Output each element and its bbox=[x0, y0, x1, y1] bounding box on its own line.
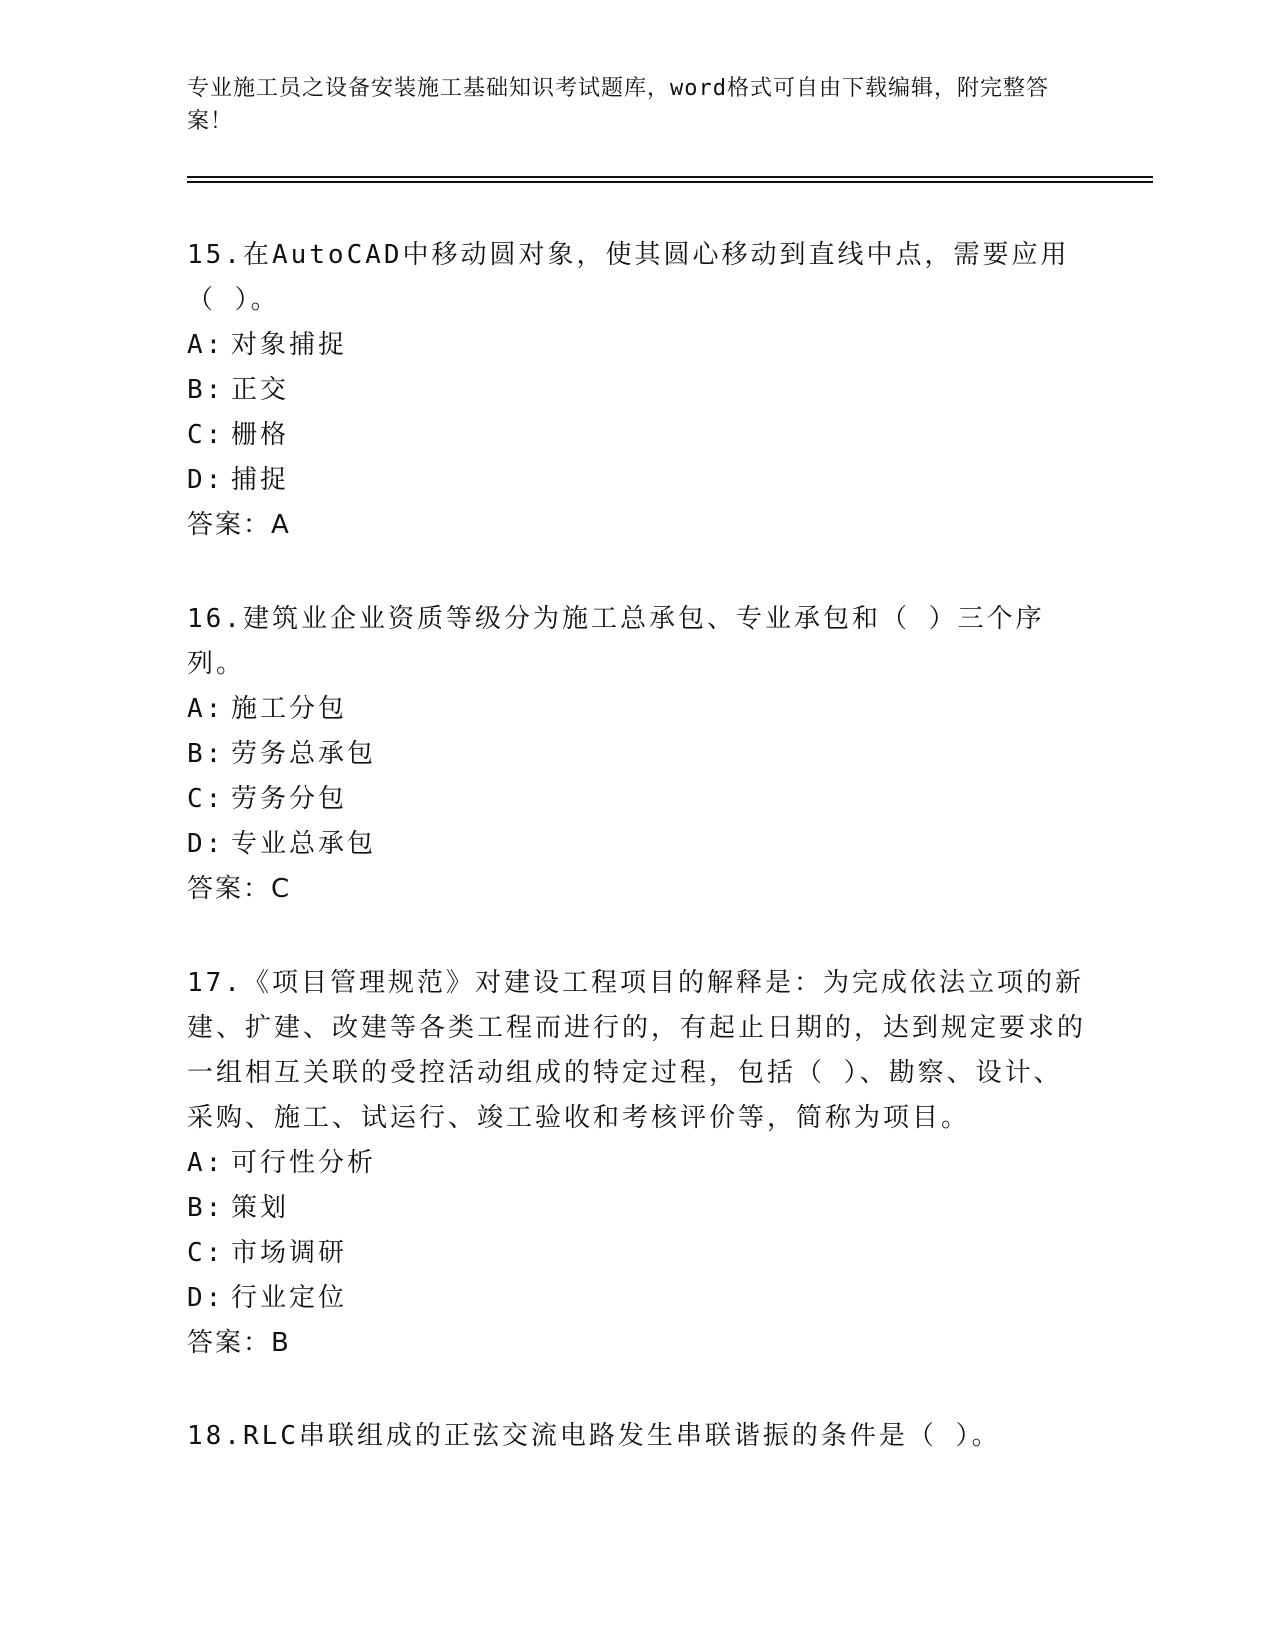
option-text: 可行性分析 bbox=[231, 1148, 377, 1178]
option-a bbox=[187, 323, 1087, 368]
question-15 bbox=[187, 233, 1087, 548]
option-letter: A: bbox=[187, 1148, 225, 1178]
option-text: 正交 bbox=[231, 375, 290, 405]
option-text: 策划 bbox=[231, 1193, 290, 1223]
option-text: 行业定位 bbox=[231, 1283, 348, 1313]
answer-line: 答案：C bbox=[187, 874, 292, 904]
option-letter: C: bbox=[187, 420, 225, 450]
option-text: 劳务分包 bbox=[231, 784, 348, 814]
option-d bbox=[187, 822, 1087, 867]
option-letter: A: bbox=[187, 330, 225, 360]
option-text: 专业总承包 bbox=[231, 829, 377, 859]
header-divider-line bbox=[187, 176, 1153, 178]
option-text: 捕捉 bbox=[231, 465, 290, 495]
question-stem: 18.RLC串联组成的正弦交流电路发生串联谐振的条件是（ ）。 bbox=[187, 1421, 1001, 1451]
option-letter: B: bbox=[187, 739, 225, 769]
question-17 bbox=[187, 961, 1087, 1366]
option-letter: B: bbox=[187, 375, 225, 405]
answer-line: 答案：B bbox=[187, 1328, 291, 1358]
question-16 bbox=[187, 597, 1087, 912]
answer-line: 答案：A bbox=[187, 510, 291, 540]
question-18 bbox=[187, 1414, 1087, 1459]
question-stem: 16.建筑业企业资质等级分为施工总承包、专业承包和（ ）三个序列。 bbox=[187, 604, 1045, 679]
option-text: 栅格 bbox=[231, 420, 290, 450]
option-text: 劳务总承包 bbox=[231, 739, 377, 769]
option-text: 对象捕捉 bbox=[231, 330, 348, 360]
option-d bbox=[187, 458, 1087, 503]
option-a bbox=[187, 687, 1087, 732]
option-letter: C: bbox=[187, 1238, 225, 1268]
question-stem: 15.在AutoCAD中移动圆对象，使其圆心移动到直线中点，需要应用（ ）。 bbox=[187, 240, 1070, 315]
option-c bbox=[187, 1231, 1087, 1276]
option-letter: D: bbox=[187, 465, 225, 495]
option-letter: A: bbox=[187, 694, 225, 724]
option-b bbox=[187, 732, 1087, 777]
document-header: 专业施工员之设备安装施工基础知识考试题库，word格式可自由下载编辑，附完整答案！ bbox=[187, 76, 1049, 134]
option-letter: D: bbox=[187, 829, 225, 859]
option-letter: D: bbox=[187, 1283, 225, 1313]
question-stem: 17.《项目管理规范》对建设工程项目的解释是：为完成依法立项的新建、扩建、改建等各类工程而进行的，有起止日期的，达到规定要求的一组相互关联的受控活动组成的特定过程，包括（ ）、勘察、设计、采购、施工、试运行、竣工验收和考核评价等，简称为项目。 bbox=[187, 968, 1087, 1133]
header-divider-line bbox=[187, 181, 1153, 183]
option-d bbox=[187, 1276, 1087, 1321]
option-letter: C: bbox=[187, 784, 225, 814]
option-c bbox=[187, 777, 1087, 822]
option-letter: B: bbox=[187, 1193, 225, 1223]
option-a bbox=[187, 1141, 1087, 1186]
option-b bbox=[187, 368, 1087, 413]
option-text: 市场调研 bbox=[231, 1238, 348, 1268]
option-c bbox=[187, 413, 1087, 458]
option-text: 施工分包 bbox=[231, 694, 348, 724]
option-b bbox=[187, 1186, 1087, 1231]
